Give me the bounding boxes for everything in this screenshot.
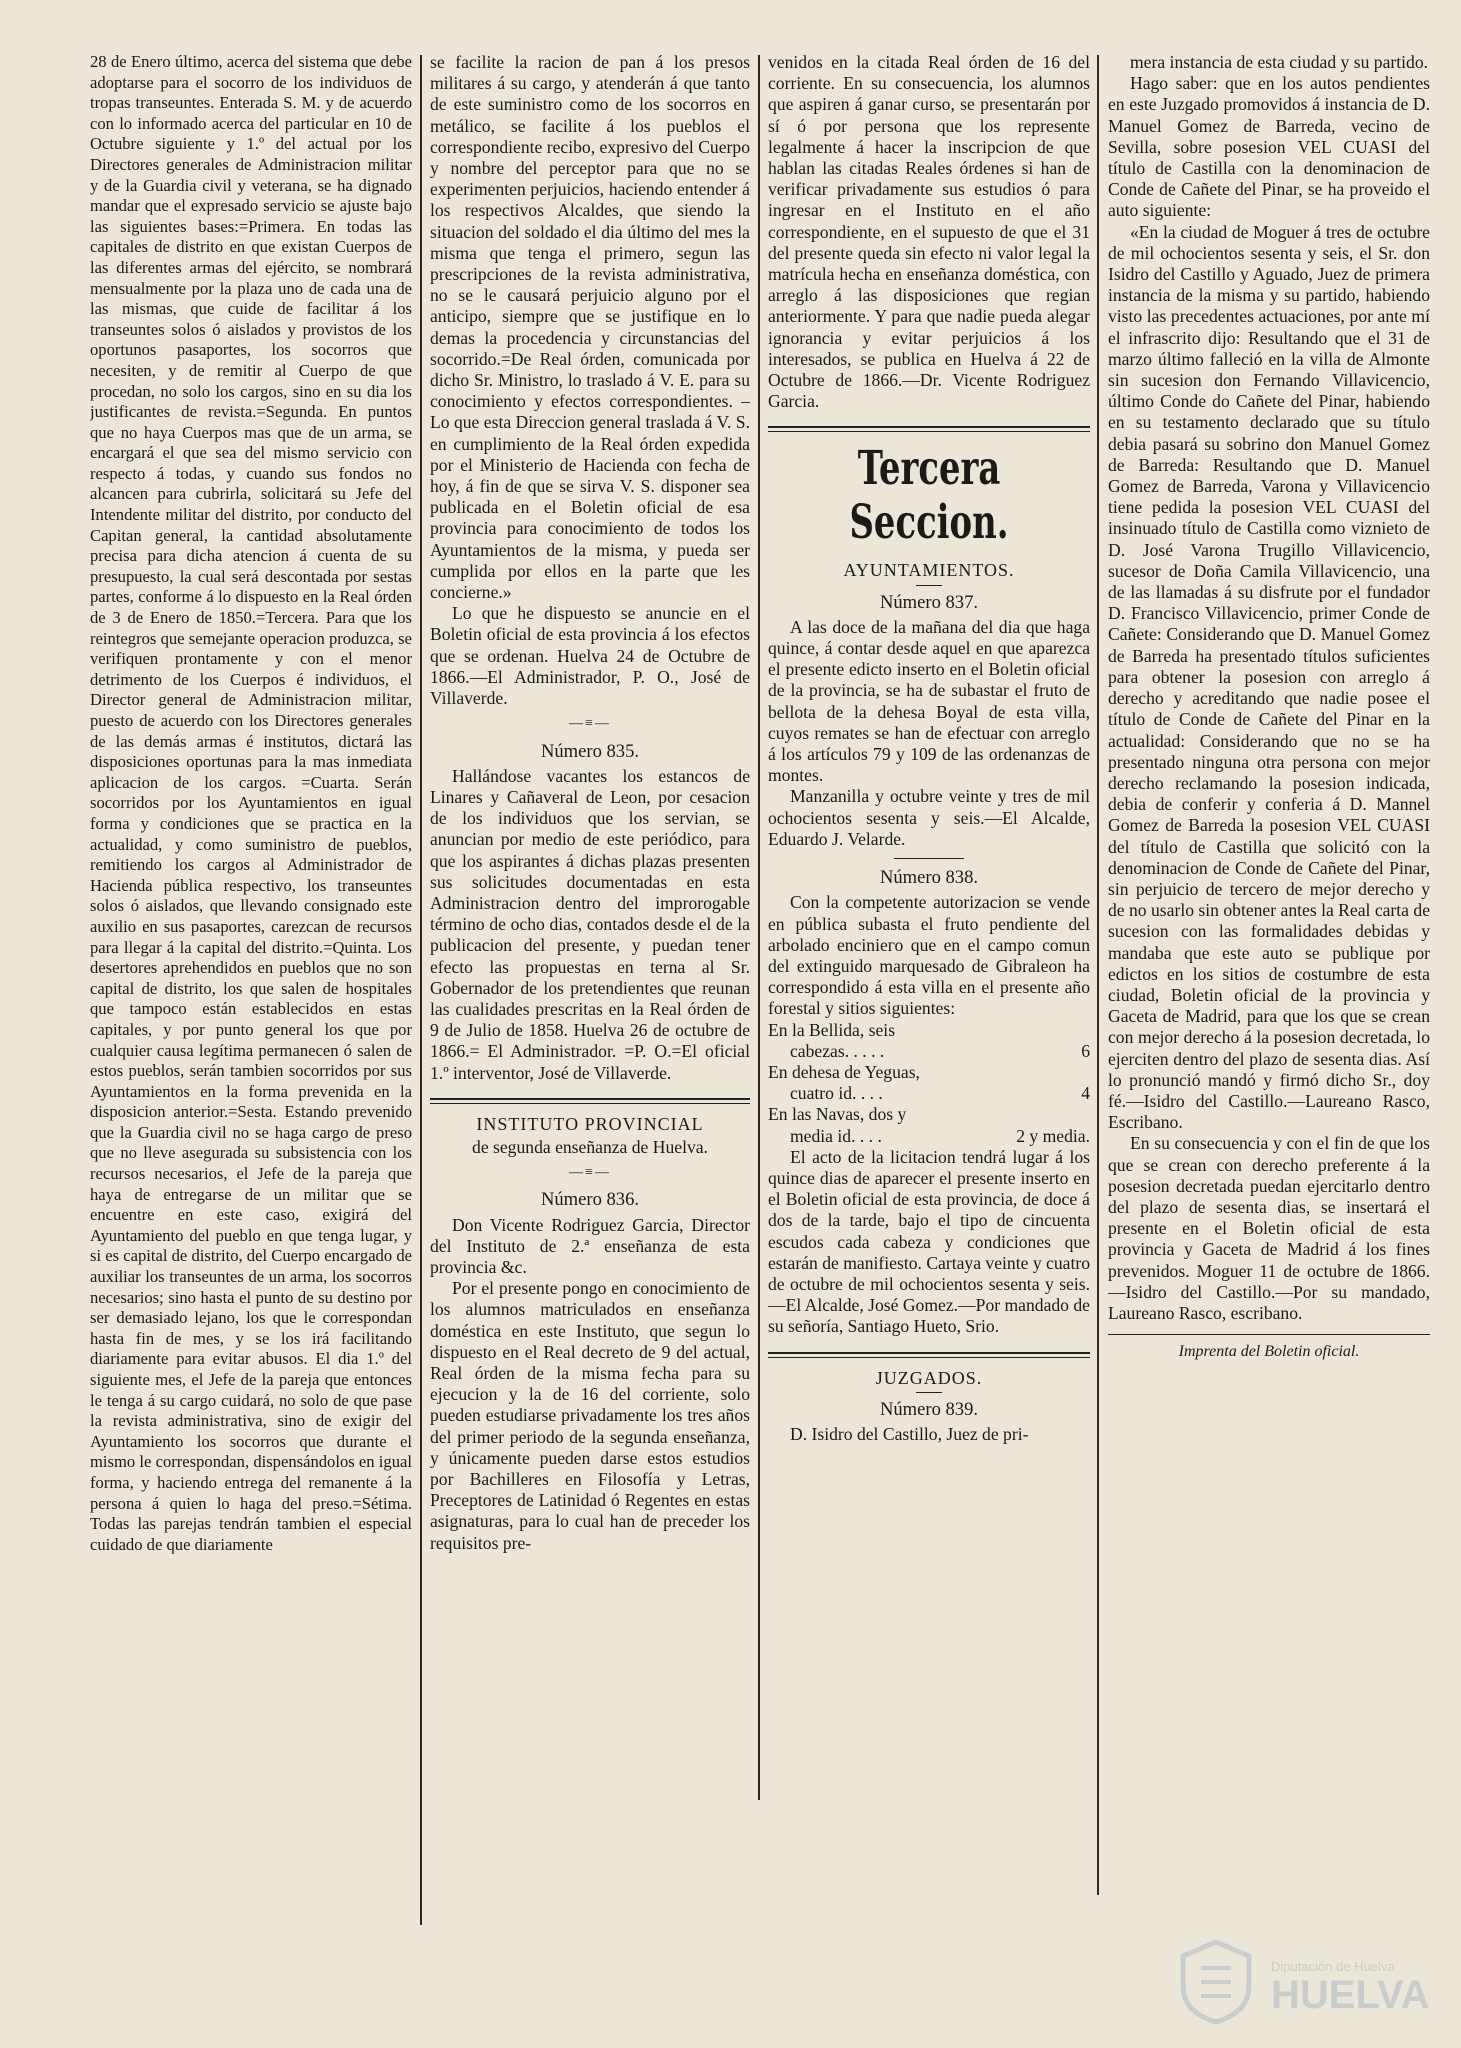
column-4-continuation: mera instancia de esta ciudad y su partido. [1130,52,1429,72]
sitio-qty: 4 [1081,1083,1090,1104]
notice-836-text: Por el presente pongo en conocimiento de los alumnos matriculados en enseñanza doméstica en este Instituto, que segun lo dispuesto en el Real decreto de 9 del actual, Real órden de la misma fecha para su ejecucion y la de 16 del corriente, solo pueden estudiarse privadamente los tres años del primer periodo de la segunda enseñanza, y únicamente pueden darse estos estudios por Bachilleres en Filosofía y Letras, Preceptores de Latinidad ó Regentes en estas asignaturas, para lo cual han de preceder los requisitos pre- [430,1278,750,1553]
short-divider [916,1392,942,1393]
column-rule [1097,55,1099,1895]
notice-835-text: Hallándose vacantes los estancos de Linares y Cañaveral de Leon, por cesacion de los individuos que los servian, se anuncian por medio de este periódico, para que los aspirantes á dichas plazas presenten sus solicitudes documentadas en esta Administracion dentro del improrogable término de ocho dias, contados desde el de la publicacion del presente, y puedan tener efecto las propuestas en terna al Sr. Gobernador de los pretendientes que reunan las cualidades prescritas en la Real órden de 9 de Julio de 1858. Huelva 26 de octubre de 1866.= El Administrador. =P. O.=El oficial 1.º interventor, José de Villaverde. [430,765,750,1083]
watermark-label: HUELVA [1271,1973,1430,2017]
archive-watermark [1171,1936,1430,2026]
notice-837-close: Manzanilla y octubre veinte y tres de mil ochocientos sesenta y seis.—El Alcalde, Eduardo J. Velarde. [768,786,1090,849]
column-2-continuation: se facilite la racion de pan á los presos militares á su cargo, y atenderán á que tanto de este suministro como de los socorros en metálico, se facilite á los pueblos el correspondiente recibo, expresivo del Cuerpo y nombre del perceptor para que no se experimenten perjuicios, haciendo entender á los respectivos Alcaldes, que siendo la situacion del soldado el dia último del mes la misma que tenga el primero, segun las prescripciones de la revista administrativa, no se le causará perjuicio alguno por el anticipo, siempre que se justifique en lo demas la procedencia y circunstancias del socorrido.=De Real órden, comunicada por dicho Sr. Ministro, lo traslado á V. E. para su conocimiento y efectos correspondientes. –Lo que esta Direccion general traslada á V. S. en cumplimiento de la Real órden expedida por el Ministerio de Hacienda con fecha de hoy, á fin de que se sirva V. S. disponer sea publicada en el Boletin oficial de esa provincia para conocimiento de todos los Ayuntamientos de la misma, y pueda ser cumplida por ellos en la parte que les concierne.» [430,52,750,603]
instituto-heading: INSTITUTO PROVINCIAL [476,1113,704,1134]
end-rule [1108,1334,1430,1335]
printer-imprint: Imprenta del Boletin oficial. [1178,1343,1360,1361]
sitio-qty: 2 y media. [1016,1125,1090,1146]
edict-paragraph-1: Hago saber: que en los autos pendientes en este Juzgado promovidos á instancia de D. Manuel Gomez de Barreda, vecino de Sevilla, sobre posesion VEL CUASI del título de Castilla con la denominacion de Conde de Cañete del Pinar, se ha proveido el auto siguiente: [1108,73,1430,221]
notice-836-title: Número 836. [540,1189,640,1211]
sitios-list [768,1020,1090,1147]
sitio-item [768,1020,1090,1062]
notice-839-head: D. Isidro del Castillo, Juez de pri- [790,1423,1029,1444]
notice-closing: Lo que he dispuesto se anuncie en el Boletin oficial de esta provincia á los efectos que se ordenan. Huelva 24 de Octubre de 1866.—El Administrador, P. O., José de Villaverde. [430,603,750,709]
section-title: Tercera Seccion. [849,441,1009,551]
notice-838-close: El acto de la licitacion tendrá lugar á los quince dias de aparecer el presente inserto en el Boletin oficial de esta provincia, de doce á dos de la tarde, bajo el tipo de cincuenta escudos cada cabeza y condiciones que estarán de manifiesto. Cartaya veinte y cuatro de octubre de mil ochocientos sesenta y seis.—El Alcalde, José Gomez.—Por mandado de su señoría, Santiago Hueto, Srio. [768,1146,1090,1337]
column-2 [430,52,750,2002]
column-4 [1108,52,1430,2002]
column-rule [758,55,760,1800]
sitio-name: En la Bellida, seis [768,1019,896,1040]
section-divider [768,1352,1090,1358]
notice-837-title: Número 837. [879,591,979,613]
notice-839-title: Número 839. [879,1398,979,1420]
sitio-qty: 6 [1081,1040,1090,1061]
sitio-item [768,1062,1090,1104]
notice-838-text: Con la competente autorizacion se vende en pública subasta el fruto pendiente del arbolado encinieго que en el campo comun del extinguido marquesado de Gibraleon ha correspondido á esta villa en el presente año forestal y sitios siguientes: [768,892,1090,1019]
ornament-divider: —≡— [569,716,611,732]
notice-836-head: Don Vicente Rodriguez Garcia, Director del Instituto de 2.ª enseñanza de esta provincia &c. [430,1214,750,1277]
sitio-detail: cabezas. . . . . [790,1040,885,1061]
sitio-name: En las Navas, dos y [768,1104,907,1125]
watermark-subtitle: Diputación de Huelva [1271,1959,1395,1974]
notice-838-title: Número 838. [879,867,979,889]
column-1 [90,52,412,2002]
column-1-text: 28 de Enero último, acerca del sistema que debe adoptarse para el socorro de los individuos de tropas transeuntes. Enterada S. M. y de acuerdo con lo informado acerca del particular en 10 de Octubre siguiente y 1.º del actual por los Directores generales de Administracion militar y de la Guardia civil y veterana, se ha dignado mandar que el expresado servicio se ajuste bajo las siguientes bases:=Primera. En todas las capitales de distrito en que existan Cuerpos de las diferentes armas del ejército, se nombrará mensualmente por la plaza uno de cada una de las mismas, que cuide de facilitar á los transeuntes solos ó aislados y provistos de los oportunos pasaportes, los socorros que necesiten, y de remitir al Cuerpo de que procedan, no solo los cargos, sino en su dia los justificantes de revista.=Segunda. En puntos que no haya Cuerpos mas que de un arma, se encargará el que sea del mismo servicio con respecto á todas, y cuando sus fondos no alcancen para cubrirla, solicitará su Jefe del Intendente militar del distrito, por conducto del Capitan general, la cantidad absolutamente precisa para dicha atencion á cuenta de su presupuesto, la cual será descontada por sestas partes, conforme á lo dispuesto en la Real órden de 3 de Enero de 1850.=Tercera. Para que los reintegros que semejante operacion produzca, se verifiquen prontamente y con el menor detrimento de los Cuerpos é individuos, el Director general de Administracion militar, puesto de acuerdo con los Directores generales de las demás armas é institutos, dictará las disposiciones oportunas para la mas inmediata aplicacion de los cargos. =Cuarta. Serán socorridos por los Ayuntamientos en igual forma y condiciones que se practica en la actualidad, y como suministro de pueblos, remitiendo los cargos al Administrador de Hacienda pública respectivo, los transeuntes solos ó aislados, que llevando consignado este auxilio en sus pasaportes, carezcan de recursos para llegar á la capital del distrito.=Quinta. Los desertores aprehendidos en pueblos que no son capital de distrito, los que salen de hospitales que tampoco están establecidos en estas capitales, y por punto general los que por cualquier causa legítima permanecen ó salen de estos pueblos, serán tambien socorridos por sus Ayuntamientos en la forma prevenida en la disposicion anterior.=Sesta. Estando prevenido que la Guardia civil no se haga cargo de preso que no lleve asegurada su subsistencia con los recursos necesarios, el Jefe de la pareja que haya de entregarse de un militar que se encuentre en este caso, exigirá del Ayuntamiento del pueblo en que tenga lugar, y si es capital de distrito, del Cuerpo encargado de auxiliar los transeuntes de un arma, los socorros necesarios; sino hasta el punto de su destino por ser demasiado lejano, los que le correspondan hasta fin de mes, y se los irá facilitando diariamente para evitar abusos. El dia 1.º del siguiente mes, el Jefe de la pareja que entonces le tenga á su cargo cuidará, no solo de que pase la revista administrativa, sino de exigir del Ayuntamiento los socorros que durante el mismo le correspondan, dispensándolos en igual forma, y haciendo entrega del remanente á la persona á quien lo haga del preso.=Sétima. Todas las parejas tendrán tambien el especial cuidado de que diariamente [90,52,412,1554]
column-3 [768,52,1090,2002]
edict-paragraph-2: «En la ciudad de Moguer á tres de octubre de mil ochocientos sesenta y seis, el Sr. don Isidro del Castillo y Aguado, Juez de primera instancia de la misma y su partido, habiendo visto las precedentes actuaciones, por ante mí el infrascrito dijo: Resultando que el 31 de marzo último falleció en la villa de Almonte sin sucesion don Fernando Villavicencio, último Conde do Cañete del Pinar, habiendo en su testamento declarado que su título debia pasará su sobrino don Manuel Gomez de Barreda: Resultando que D. Manuel Gomez de Barreda, Varona y Villavicencio tiene pedida la posesion VEL CUASI del insinuado título de Castilla como viznieto de D. José Varona Trugillo Villavicencio, sucesor de Doña Camila Villavicencio, una de las llamadas á su disfrute por el fundador D. Francisco Villavicencio, primer Conde de Cañete: Considerando que D. Manuel Gomez de Barreda ha presentado títulos suficientes para obtener la posesion con arreglo á derecho y acreditando que nadie posee el título de Conde de Cañete del Pinar en la actualidad: Considerando que no se ha presentado ninguna otra persona con mejor derecho reclamando la posesion indicada, debia de conferir y conferia á D. Mannel Gomez de Barreda la posesion VEL CUASI del título de Castilla que solicitó con la denominacion de Conde de Cañete del Pinar, sin perjuicio de tercero de mejor derecho y de no usarlo sin obtener antes la Real carta de sucesion con las formalidades debidas y mandaba que este auto se publique por edictos en los sitios de costumbre de esta ciudad, Boletin oficial de la provincia y Gaceta de Madrid, para que los que se crean con mejor derecho á la posesion decretada, lo ejerciten dentro del plazo de sesenta dias. Así lo pronunció mandó y firmó dicho Sr., doy fé.—Isidro del Castillo.—Laureano Rasco, Escribano. [1108,221,1430,1133]
juzgados-heading: JUZGADOS. [875,1367,983,1388]
column-3-continuation: venidos en la citada Real órden de 16 del corriente. En su consecuencia, los alumnos que aspiren á ganar curso, se presentarán por sí ó por persona que los represente legalmente á hacer la inscripcion de que hablan las citadas Reales órdenes si han de verificar privadamente sus estudios ó para ingresar en el Instituto en el año correspondiente, en el supuesto de que el 31 del presente queda sin efecto ni valor legal la matrícula hecha en enseñanza doméstica, con arreglo á las disposiciones que regian anteriormente. Y para que nadie pueda alegar ignorancia y evitar perjuicios á los interesados, se publica en Huelva á 22 de Octubre de 1866.—Dr. Vicente Rodriguez Garcia. [768,52,1090,412]
section-divider [768,426,1090,432]
edict-paragraph-3: En su consecuencia y con el fin de que los que se crean con derecho preferente á la posesion decretada puedan ejercitarlo dentro del plazo de sesenta dias, se insertará el presente en el Boletin oficial de esta provincia y Gaceta de Madrid á los fines prevenidos. Moguer 11 de octubre de 1866.—Isidro del Castillo.—Por su mandado, Laureano Rasco, escribano. [1108,1133,1430,1323]
column-rule [420,55,422,1925]
sitio-detail: cuatro id. . . . [790,1083,883,1104]
short-divider [916,585,942,586]
crest-icon [1171,1936,1261,2026]
sitio-name: En dehesa de Yeguas, [768,1061,920,1082]
notice-835-title: Número 835. [540,740,640,762]
sitio-item [768,1104,1090,1146]
instituto-subheading: de segunda enseñanza de Huelva. [472,1136,708,1157]
notice-837-text: A las doce de la mañana del dia que haga quince, á contar desde aquel en que aparezca el presente edicto inserto en el Boletin oficial de la provincia, se ha de subastar el fruto de bellota de la dehesa Boyal de esta villa, cuyos remates se han de efectuar con arreglo á los artículos 79 y 109 de las ordenanzas de montes. [768,616,1090,786]
sitio-detail: media id. . . . [790,1125,882,1146]
section-divider [430,1098,750,1104]
short-divider [894,858,964,859]
ayuntamientos-heading: AYUNTAMIENTOS. [843,560,1015,581]
ornament-divider: —≡— [569,1165,611,1181]
